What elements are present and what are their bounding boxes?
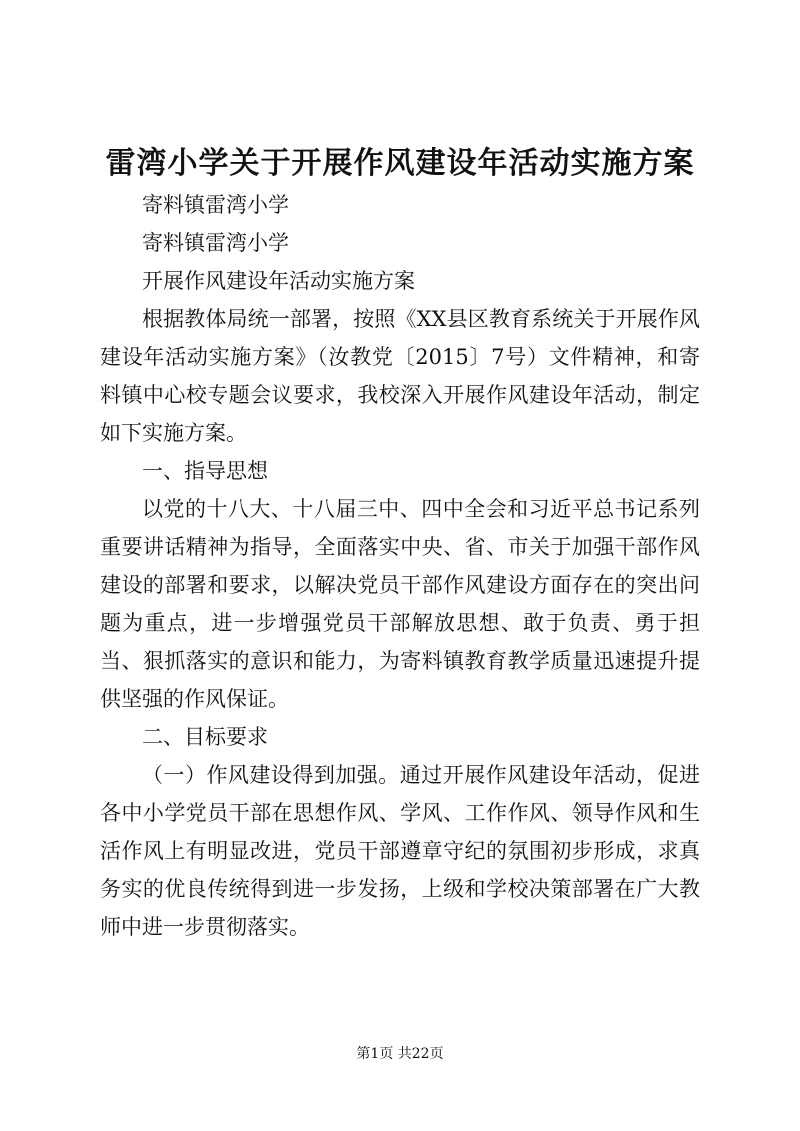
objective-paragraph-1: （一）作风建设得到加强。通过开展作风建设年活动，促进各中小学党员干部在思想作风、学风、工作作风、领导作风和生活作风上有明显改进，党员干部遵章守纪的氛围初步形成，求真务实的优良传统得到进一步发扬，上级和学校决策部署在广大教师中进一步贯彻落实。 — [100, 763, 700, 939]
school-name-line: 寄料镇雷湾小学 — [142, 193, 289, 217]
document-title: 雷湾小学关于开展作风建设年活动实施方案 — [105, 146, 695, 181]
page-footer: 第1页 共22页 — [356, 1046, 444, 1062]
document-body — [100, 186, 700, 946]
section-heading-guiding-ideology: 一、指导思想 — [142, 459, 268, 483]
intro-paragraph: 根据教体局统一部署，按照《XX县区教育系统关于开展作风建设年活动实施方案》（汝教党〔2015〕7号）文件精神，和寄料镇中心校专题会议要求，我校深入开展作风建设年活动，制定如下实施方案。 — [100, 307, 700, 445]
section-heading-objectives: 二、目标要求 — [142, 725, 268, 749]
plan-subtitle: 开展作风建设年活动实施方案 — [142, 269, 415, 293]
school-name-line: 寄料镇雷湾小学 — [142, 231, 289, 255]
guiding-ideology-paragraph: 以党的十八大、十八届三中、四中全会和习近平总书记系列重要讲话精神为指导，全面落实中央、省、市关于加强干部作风建设的部署和要求，以解决党员干部作风建设方面存在的突出问题为重点，进一步增强党员干部解放思想、敢于负责、勇于担当、狠抓落实的意识和能力，为寄料镇教育教学质量迅速提升提供坚强的作风保证。 — [100, 497, 700, 711]
